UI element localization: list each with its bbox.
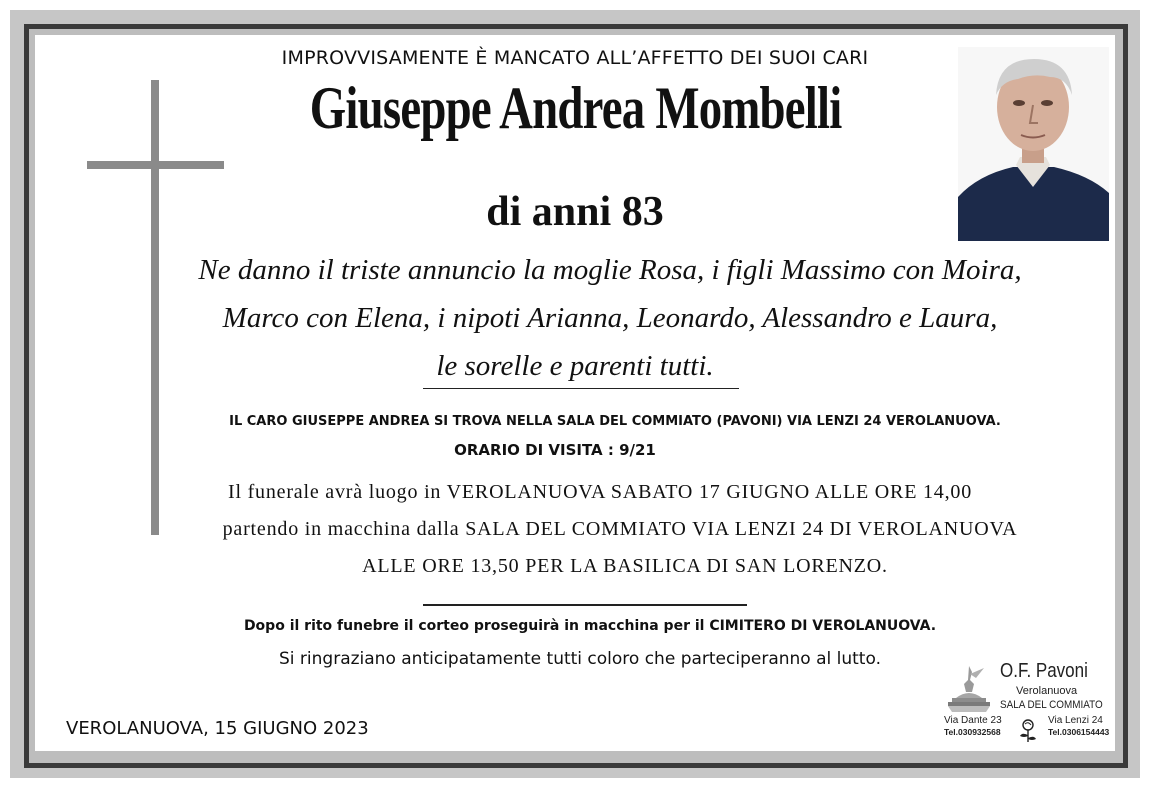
phone-1: Tel.030932568	[944, 727, 1001, 737]
funeral-home-town: Verolanuova	[1016, 685, 1078, 697]
funeral-line-2: partendo in macchina dalla SALA DEL COMMIATO VIA LENZI 24 DI VEROLANUOVA	[222, 518, 1018, 540]
funeral-line-3: ALLE ORE 13,50 PER LA BASILICA DI SAN LORENZO.	[362, 555, 888, 577]
divider-line-1	[423, 388, 739, 389]
address-2: Via Lenzi 24	[1048, 715, 1103, 726]
announcement-line-2: Marco con Elena, i nipoti Arianna, Leonardo, Alessandro e Laura,	[222, 302, 998, 334]
place-date: VEROLANUOVA, 15 GIUGNO 2023	[66, 718, 369, 739]
deceased-name: Giuseppe Andrea Mombelli	[309, 75, 842, 141]
thanks-line: Si ringraziano anticipatamente tutti coloro che parteciperanno al lutto.	[279, 649, 881, 669]
funeral-home-name: O.F. Pavoni	[1000, 660, 1088, 682]
portrait-illustration	[958, 47, 1109, 241]
address-1: Via Dante 23	[944, 715, 1002, 726]
phone-2: Tel.0306154443	[1048, 727, 1110, 737]
announcement-line-1: Ne danno il triste annuncio la moglie Rosa, i figli Massimo con Moira,	[198, 254, 1022, 286]
funeral-line-1: Il funerale avrà luogo in VEROLANUOVA SABATO 17 GIUGNO ALLE ORE 14,00	[227, 481, 973, 503]
portrait-photo	[958, 47, 1109, 241]
announcement-line-3: le sorelle e parenti tutti.	[436, 350, 714, 382]
funeral-home-hall: SALA DEL COMMIATO	[1000, 699, 1103, 711]
intro-line: IMPROVVISAMENTE È MANCATO ALL’AFFETTO DEI SUOI CARI	[281, 47, 869, 69]
location-notice: IL CARO GIUSEPPE ANDREA SI TROVA NELLA SALA DEL COMMIATO (PAVONI) VIA LENZI 24 VEROLANUOVA.	[229, 414, 1001, 429]
divider-line-2	[423, 604, 747, 606]
rose-icon	[1016, 718, 1040, 744]
visiting-hours: ORARIO DI VISITA : 9/21	[454, 441, 656, 459]
funeral-home-logo	[940, 658, 1116, 748]
angel-statue-icon	[946, 662, 992, 714]
cross-horizontal-bar	[87, 161, 224, 169]
age-line: di anni 83	[486, 189, 664, 235]
after-rite-line: Dopo il rito funebre il corteo proseguirà in macchina per il CIMITERO DI VEROLANUOVA.	[243, 618, 937, 634]
